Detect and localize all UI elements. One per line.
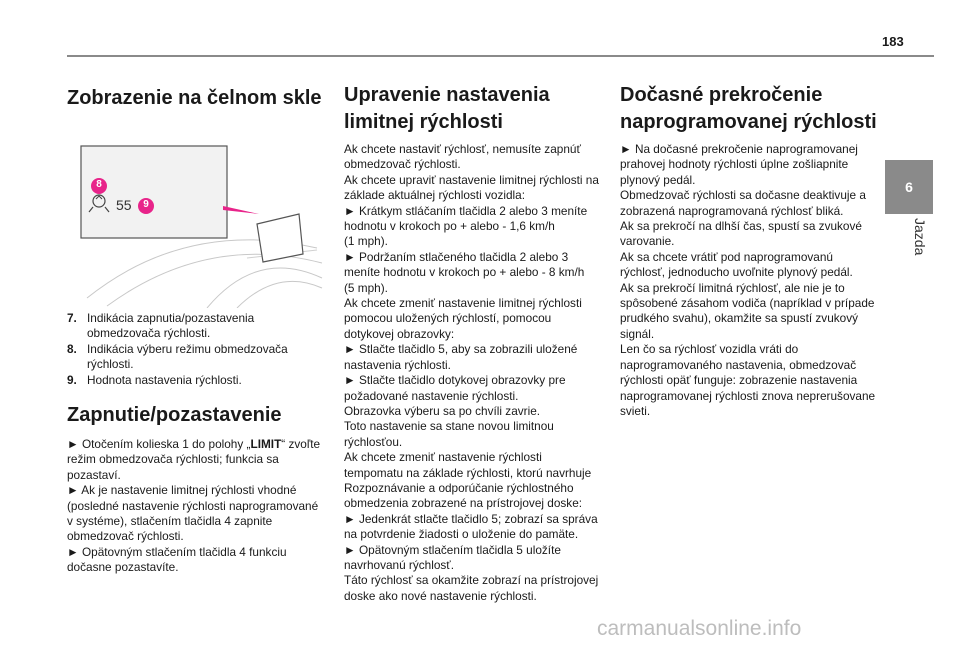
text-line: Táto rýchlosť sa okamžite zobrazí na prístrojovej (344, 573, 599, 588)
text-line: naprogramovaného nastavenia, obmedzovač (620, 357, 857, 372)
text-line: ► Stlačte tlačidlo dotykovej obrazovky pre (344, 373, 566, 388)
column-1 (67, 82, 327, 576)
text-line: Toto nastavenie sa stane novou limitnou (344, 419, 554, 434)
text-line: ► Podržaním stlačeného tlačidla 2 alebo 3 (344, 249, 569, 264)
text-line: ► Opätovným stlačením tlačidla 5 uložíte (344, 542, 561, 557)
text-line: ► Na dočasné prekročenie naprogramovanej (620, 142, 858, 156)
page-number: 183 (882, 34, 904, 49)
text-line: Ak chcete zmeniť nastavenie limitnej rýchlosti (344, 296, 582, 311)
text-line: Obmedzovač rýchlosti sa dočasne deaktivuje a (620, 188, 866, 203)
text-line: zobrazená naprogramovaná rýchlosť bliká. (620, 203, 844, 218)
text-line: Ak chcete upraviť nastavenie limitnej rýchlosti na (344, 172, 599, 187)
legend-item: 8. Indikácia výberu režimu obmedzovača rýchlosti. (67, 341, 288, 372)
paragraph: ► Ak je nastavenie limitnej rýchlosti vhodné (posledné nastavenie rýchlosti naprogramované v systéme), stlačením tlačidla 4 zapnite obmedzovač rýchlosti. (67, 483, 319, 544)
text-line: Rozpoznávanie a odporúčanie rýchlostného (344, 480, 574, 495)
section-heading-hud: Zobrazenie na čelnom skle (67, 87, 322, 109)
column-2-body (344, 142, 602, 604)
column-3 (620, 82, 878, 419)
text-line: rýchlosťou. (344, 434, 403, 449)
legend-list (67, 311, 327, 388)
text-line: doske ako nové nastavenie rýchlosti. (344, 588, 537, 603)
hud-illustration (67, 138, 325, 308)
hud-diagram (67, 138, 325, 308)
text-line: spôsobené zásahom vodiča (napríklad v prípade (620, 296, 875, 311)
text-line: rýchlosť, jednoducho uvoľnite plynový pedál. (620, 265, 853, 280)
text-line: Ak sa chcete vrátiť pod naprogramovanú (620, 249, 833, 264)
column-3-body (620, 142, 878, 419)
column-2 (344, 82, 602, 604)
hud-speed-value: 55 (116, 197, 132, 213)
callout-8: 8 (96, 179, 102, 190)
text-line: rýchlosti opäť funguje: zobrazenie nastavenia (620, 373, 858, 388)
paragraph: ► Otočením kolieska 1 do polohy „LIMIT“ zvoľte režim obmedzovača rýchlosti; funkcia sa pozastaví. (67, 437, 321, 482)
paragraph: ► Opätovným stlačením tlačidla 4 funkciu dočasne pozastavíte. (67, 544, 287, 575)
text-line: Ak chcete zmeniť nastavenie rýchlosti (344, 450, 542, 465)
text-line: (1 mph). (344, 234, 388, 249)
legend-item: 7. Indikácia zapnutia/pozastavenia obmedzovača rýchlosti. (67, 311, 255, 341)
text-line: plynový pedál. (620, 172, 696, 187)
text-line: ► Jedenkrát stlačte tlačidlo 5; zobrazí sa správa (344, 511, 598, 526)
text-line: hodnotu v krokoch po + alebo - 1,6 km/h (344, 219, 555, 234)
text-line: prahovej hodnoty rýchlosti úplne zošliapnite (620, 157, 849, 172)
text-line: navrhovanú rýchlosť. (344, 557, 454, 572)
text-line: Ak sa prekročí na dlhší čas, spustí sa zvukové (620, 219, 862, 234)
text-line: naprogramovanej rýchlosti znova neprerušovane (620, 388, 876, 403)
text-line: varovanie. (620, 234, 675, 249)
text-line: meníte hodnotu v krokoch po + alebo - 8 km/h (344, 265, 585, 280)
text-line: svieti. (620, 403, 651, 418)
text-line: ► Krátkym stláčaním tlačidla 2 alebo 3 meníte (344, 203, 588, 218)
callout-9: 9 (143, 199, 149, 210)
text-line: Obrazovka výberu sa po chvíli zavrie. (344, 403, 541, 418)
text-line: tempomatu na základe rýchlosti, ktorú navrhuje (344, 465, 592, 480)
legend-item: 9. Hodnota nastavenia rýchlosti. (67, 372, 242, 387)
section-heading-adjust-line1: Upravenie nastavenia (344, 84, 550, 106)
section-heading-exceed-line2: naprogramovanej rýchlosti (620, 111, 877, 133)
chapter-tab: 6 (885, 160, 933, 214)
text-line: základe aktuálnej rýchlosti vozidla: (344, 188, 525, 203)
watermark: carmanualsonline.info (597, 617, 802, 640)
text-line: Len čo sa rýchlosť vozidla vráti do (620, 342, 799, 357)
text-line: Ak sa prekročí limitná rýchlosť, ale nie je to (620, 280, 845, 295)
text-line: obmedzenia zobrazené na prístrojovej doske: (344, 496, 583, 511)
section-heading-adjust-line2: limitnej rýchlosti (344, 111, 503, 133)
text-line: prudkého svahu), okamžite sa spustí zvukový (620, 311, 859, 326)
chapter-label: Jazda (912, 218, 928, 256)
section-heading-activate: Zapnutie/pozastavenie (67, 404, 282, 427)
text-line: pomocou uložených rýchlostí, pomocou (344, 311, 552, 326)
text-line: obmedzovač rýchlosti. (344, 157, 461, 172)
text-line: požadované nastavenie rýchlosti. (344, 388, 519, 403)
text-line: ► Stlačte tlačidlo 5, aby sa zobrazili uložené (344, 342, 578, 357)
text-line: dotykovej obrazovky: (344, 326, 455, 341)
section-heading-exceed-line1: Dočasné prekročenie (620, 84, 823, 106)
text-line: nastavenia rýchlosti. (344, 357, 451, 372)
header-rule (67, 55, 934, 57)
text-line: na potvrdenie žiadosti o uloženie do pamäte. (344, 527, 579, 542)
text-line: Ak chcete nastaviť rýchlosť, nemusíte zapnúť (344, 142, 581, 156)
text-line: (5 mph). (344, 280, 388, 295)
text-line: signál. (620, 326, 655, 341)
